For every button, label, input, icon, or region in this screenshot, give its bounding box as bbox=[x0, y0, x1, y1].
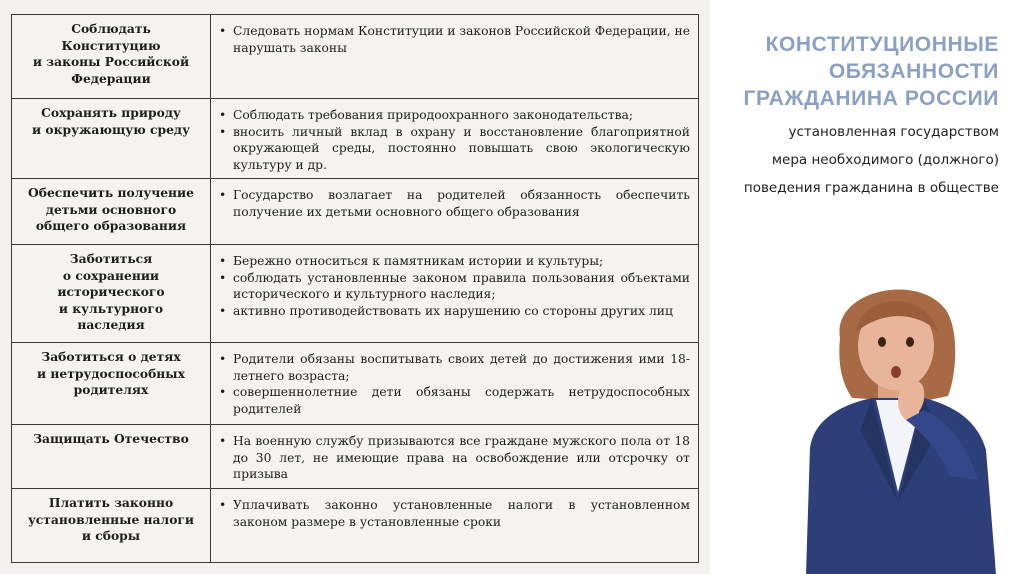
title-line: ОБЯЗАННОСТИ bbox=[828, 60, 999, 83]
duty-line: общего образования bbox=[35, 218, 187, 233]
mouth bbox=[891, 366, 901, 378]
duty-line: Обеспечить получение bbox=[28, 185, 194, 200]
duty-line: детьми основного bbox=[45, 201, 177, 217]
duty-line: Соблюдать bbox=[71, 21, 151, 36]
title-line: ГРАЖДАНИНА РОССИИ bbox=[743, 87, 999, 110]
description-item: • соблюдать установленные законом правила пользования объектами исторического и культурного наследия; bbox=[219, 270, 690, 303]
definition-line: установленная государством bbox=[788, 124, 999, 140]
duty-cell bbox=[12, 343, 211, 425]
definition-text bbox=[699, 118, 999, 202]
description-item: • Родители обязаны воспитывать своих детей до достижения ими 18-летнего возраста; bbox=[219, 351, 690, 384]
description-item: • совершеннолетние дети обязаны содержать нетрудоспособных родителей bbox=[219, 384, 690, 417]
duty-line: Конституцию bbox=[61, 37, 161, 53]
duty-line: о сохранении bbox=[62, 267, 160, 283]
definition-line: поведения гражданина в обществе bbox=[743, 180, 999, 196]
description-item: • Государство возлагает на родителей обязанность обеспечить получение их детьми основного общего образования bbox=[219, 187, 690, 220]
duty-line: Федерации bbox=[71, 70, 151, 86]
duty-line: родителях bbox=[73, 382, 149, 397]
duty-line: Сохранять природу bbox=[41, 105, 181, 120]
table-row bbox=[12, 99, 699, 179]
duty-line: Заботиться bbox=[69, 251, 153, 266]
duty-cell bbox=[12, 489, 211, 563]
duty-line: и сборы bbox=[81, 528, 141, 543]
duty-cell bbox=[12, 99, 211, 179]
description-item: • активно противодействовать их нарушению со стороны других лиц bbox=[219, 303, 690, 320]
duty-line: Заботиться о детях bbox=[41, 349, 181, 364]
duty-line: Защищать Отечество bbox=[33, 431, 189, 446]
table-row bbox=[12, 425, 699, 489]
description-item: • Следовать нормам Конституции и законов Российской Федерации, не нарушать законы bbox=[219, 23, 690, 56]
duty-line: Платить законно bbox=[48, 495, 174, 510]
right-eye bbox=[906, 337, 914, 347]
description-cell bbox=[211, 179, 699, 245]
duty-cell bbox=[12, 245, 211, 343]
description-cell bbox=[211, 245, 699, 343]
definition-line: мера необходимого (должного) bbox=[771, 152, 999, 168]
table-row bbox=[12, 343, 699, 425]
description-cell bbox=[211, 489, 699, 563]
duty-line: и окружающую среду bbox=[32, 121, 190, 137]
duties-table bbox=[11, 14, 699, 563]
duty-line: исторического bbox=[57, 284, 165, 299]
description-cell bbox=[211, 425, 699, 489]
thinking-woman-illustration bbox=[800, 280, 1024, 574]
description-item: • Соблюдать требования природоохранного законодательства; bbox=[219, 107, 690, 124]
left-eye bbox=[878, 337, 886, 347]
duty-cell bbox=[12, 179, 211, 245]
duty-line: наследия bbox=[77, 317, 145, 332]
description-item: • вносить личный вклад в охрану и восстановление благоприятной окружающей среды, постоянно повышать свою экологическую культуру и др. bbox=[219, 124, 690, 174]
duty-line: и культурного bbox=[58, 300, 164, 316]
description-item: • Уплачивать законно установленные налоги в установленном законом размере в установленные сроки bbox=[219, 497, 690, 530]
duty-line: установленные налоги bbox=[27, 511, 195, 527]
duty-cell bbox=[12, 425, 211, 489]
description-cell bbox=[211, 15, 699, 99]
table-row bbox=[12, 245, 699, 343]
description-item: • Бережно относиться к памятникам истории и культуры; bbox=[219, 253, 690, 270]
title-line: КОНСТИТУЦИОННЫЕ bbox=[765, 33, 999, 56]
table-row bbox=[12, 179, 699, 245]
duty-line: и нетрудоспособных bbox=[37, 365, 185, 381]
table-row bbox=[12, 489, 699, 563]
description-item: • На военную службу призываются все граждане мужского пола от 18 до 30 лет, не имеющие права на освобождение или отсрочку от призыва bbox=[219, 433, 690, 483]
description-cell bbox=[211, 99, 699, 179]
duty-line: и законы Российской bbox=[32, 54, 190, 69]
slide-title bbox=[679, 31, 999, 112]
table-row bbox=[12, 15, 699, 99]
description-cell bbox=[211, 343, 699, 425]
duty-cell bbox=[12, 15, 211, 99]
